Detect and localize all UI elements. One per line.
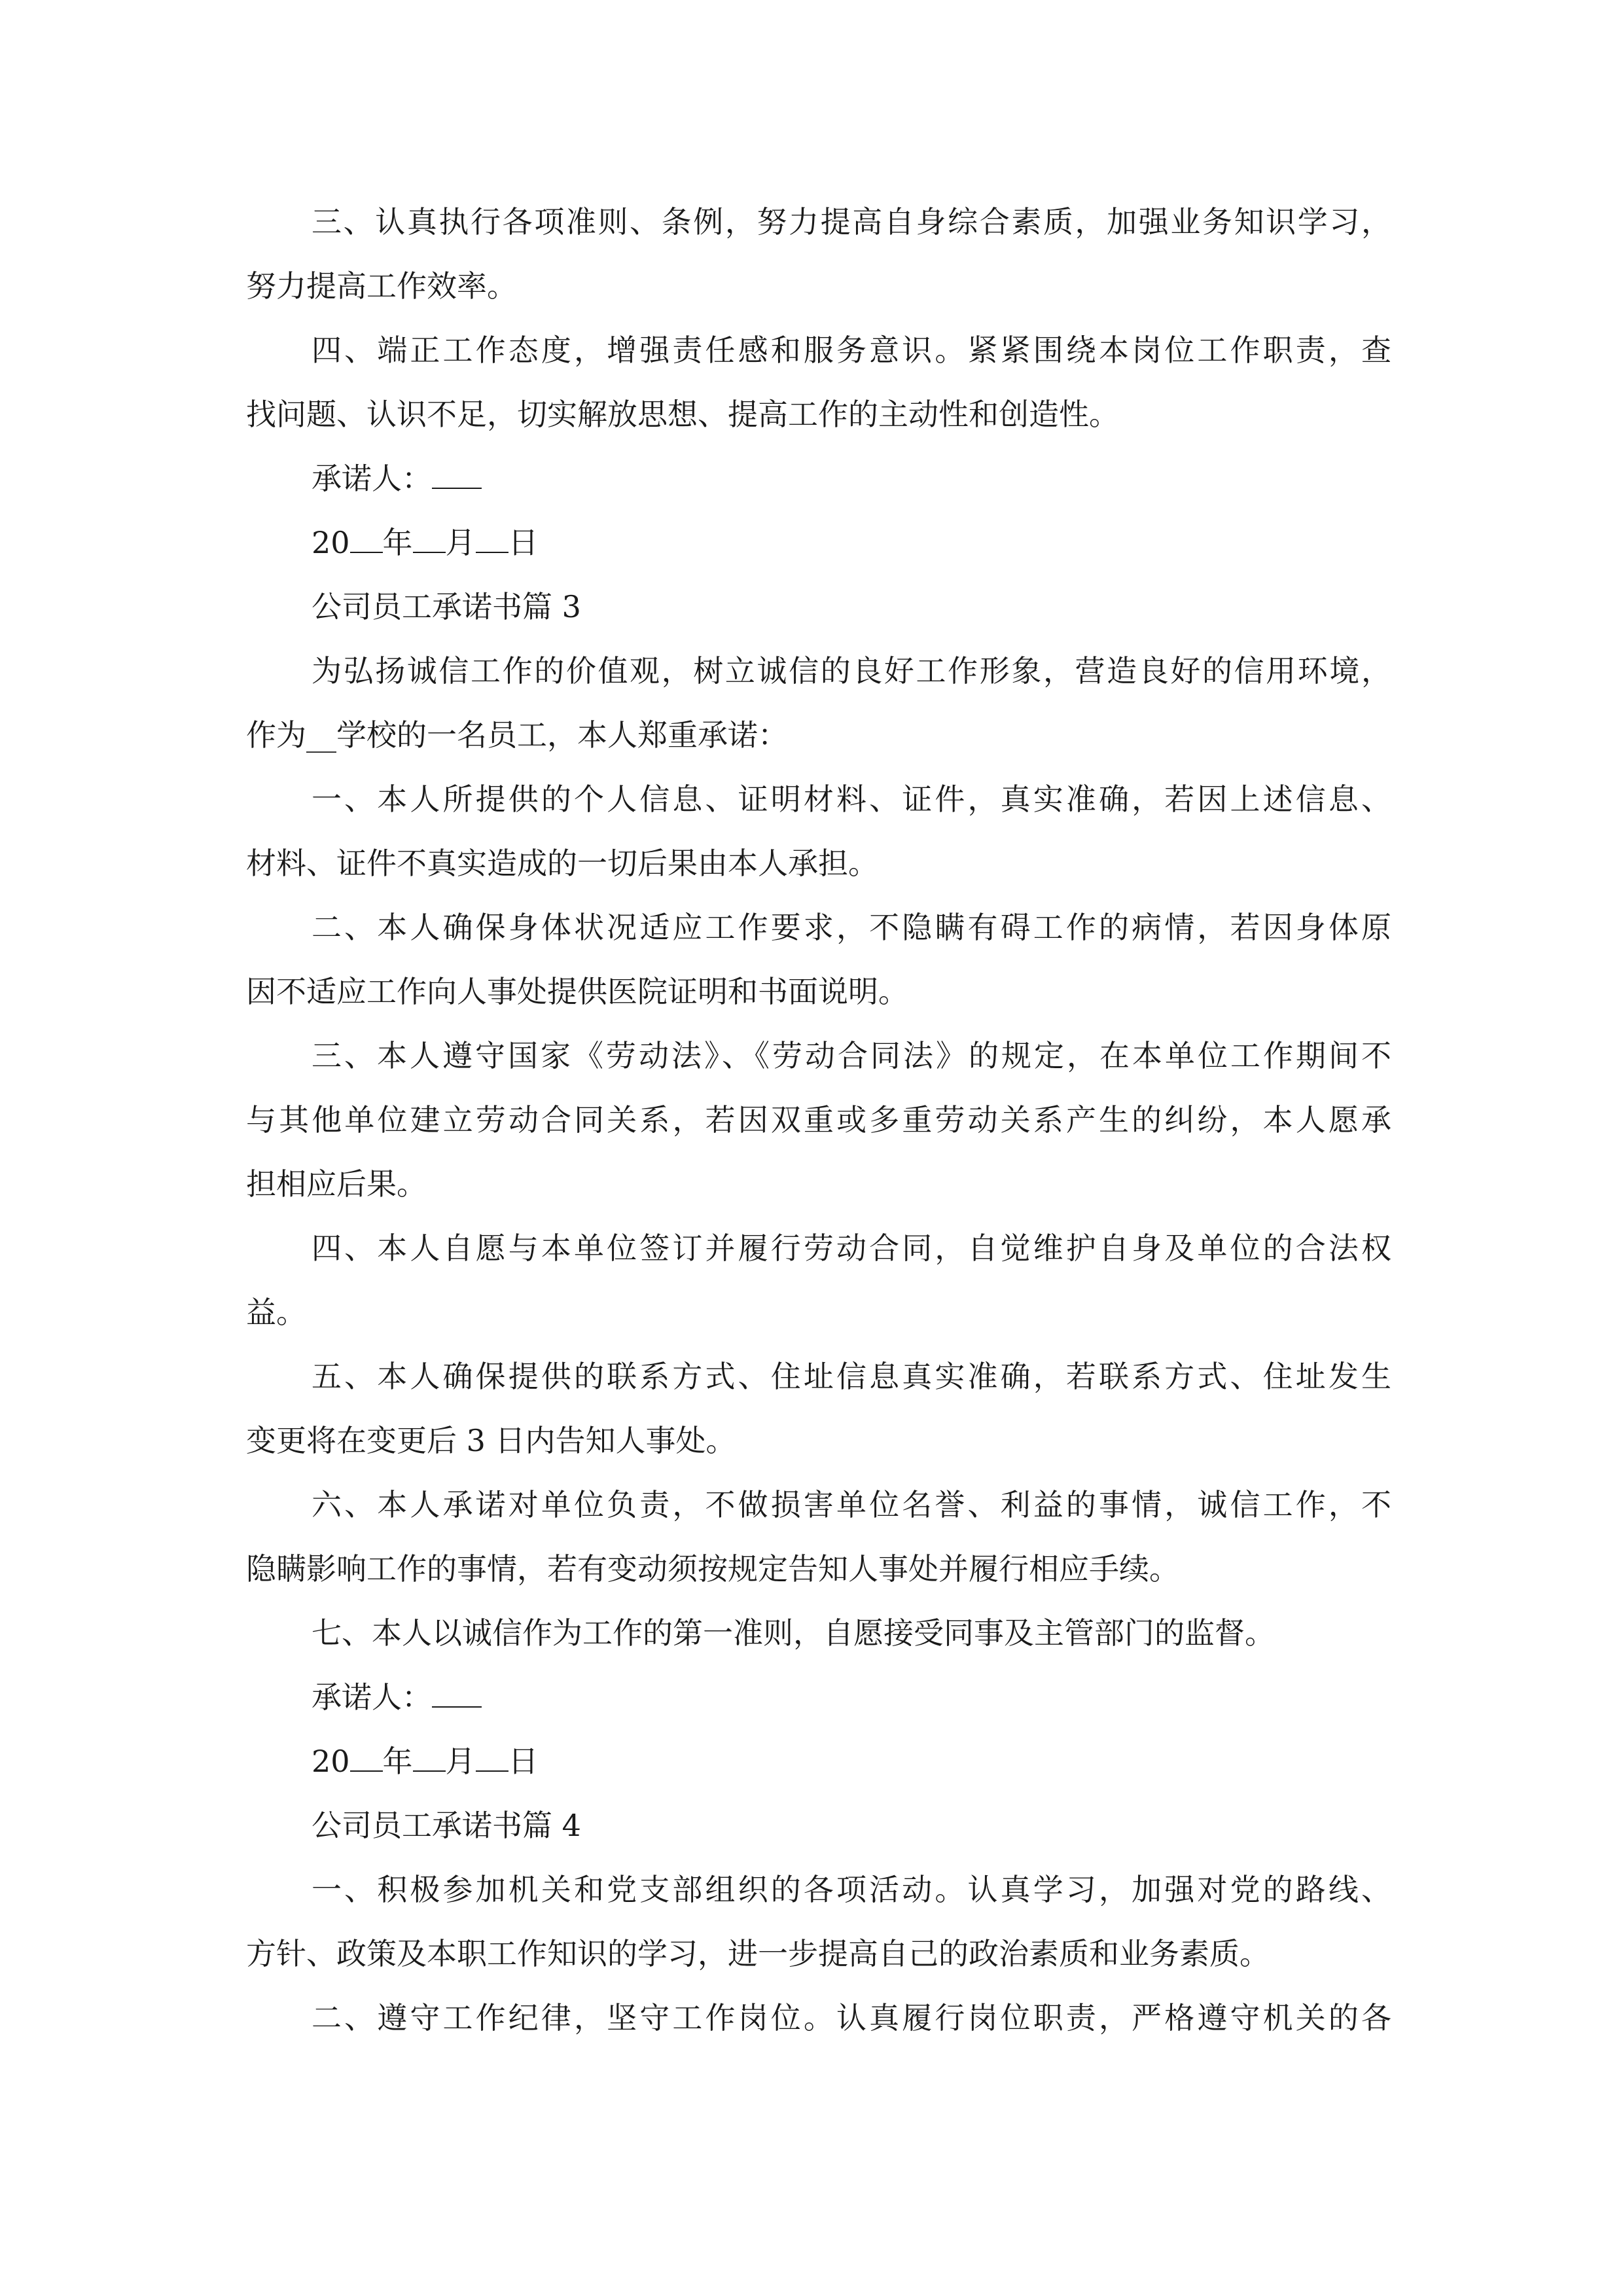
paragraph-line: 七、本人以诚信作为工作的第一准则，自愿接受同事及主管部门的监督。 [312, 1615, 1275, 1651]
date-month: 月 [445, 1744, 476, 1779]
date-year: 年 [382, 1744, 413, 1779]
signature-blank [432, 1676, 482, 1708]
date-prefix: 20 [312, 1744, 350, 1779]
date-day: 日 [508, 525, 539, 560]
paragraph-line: 隐瞒影响工作的事情，若有变动须按规定告知人事处并履行相应手续。 [246, 1551, 1179, 1587]
date-line [246, 1729, 1391, 1793]
paragraph-line: 作为__学校的一名员工，本人郑重承诺： [246, 717, 788, 753]
date-blank [350, 522, 383, 553]
date-blank [476, 1740, 508, 1772]
paragraph-line: 三、认真执行各项准则、条例，努力提高自身综合素质，加强业务知识学习， [312, 204, 1391, 240]
paragraph-line: 为弘扬诚信工作的价值观，树立诚信的良好工作形象，营造良好的信用环境， [312, 653, 1391, 689]
date-year: 年 [382, 525, 413, 560]
document-page [246, 190, 1391, 2050]
date-blank [476, 522, 508, 553]
paragraph-line: 二、遵守工作纪律，坚守工作岗位。认真履行岗位职责，严格遵守机关的各 [312, 2000, 1391, 2036]
paragraph-line: 材料、证件不真实造成的一切后果由本人承担。 [246, 846, 878, 881]
paragraph-line: 与其他单位建立劳动合同关系，若因双重或多重劳动关系产生的纠纷，本人愿承 [246, 1102, 1391, 1138]
paragraph-line: 四、端正工作态度，增强责任感和服务意识。紧紧围绕本岗位工作职责，查 [312, 332, 1391, 368]
date-day: 日 [508, 1744, 539, 1779]
date-blank [413, 522, 446, 553]
signature-blank [432, 457, 482, 489]
date-line [246, 511, 1391, 575]
paragraph-line: 三、本人遵守国家《劳动法》、《劳动合同法》的规定，在本单位工作期间不 [312, 1038, 1391, 1073]
paragraph-line: 一、积极参加机关和党支部组织的各项活动。认真学习，加强对党的路线、 [312, 1872, 1391, 1907]
paragraph-line: 一、本人所提供的个人信息、证明材料、证件，真实准确，若因上述信息、 [312, 781, 1391, 817]
date-prefix: 20 [312, 525, 350, 560]
signature-line [246, 446, 1391, 511]
article-title: 公司员工承诺书篇 3 [312, 589, 581, 624]
date-month: 月 [445, 525, 476, 560]
paragraph-line: 变更将在变更后 3 日内告知人事处。 [246, 1423, 736, 1458]
date-blank [413, 1740, 446, 1772]
paragraph-line: 益。 [246, 1295, 306, 1330]
paragraph-line: 五、本人确保提供的联系方式、住址信息真实准确，若联系方式、住址发生 [312, 1359, 1391, 1394]
paragraph-line: 四、本人自愿与本单位签订并履行劳动合同，自觉维护自身及单位的合法权 [312, 1230, 1391, 1266]
paragraph-line: 因不适应工作向人事处提供医院证明和书面说明。 [246, 974, 908, 1009]
signature-line [246, 1665, 1391, 1729]
signature-label: 承诺人： [312, 1679, 432, 1715]
article-title: 公司员工承诺书篇 4 [312, 1808, 581, 1843]
paragraph-line: 方针、政策及本职工作知识的学习，进一步提高自己的政治素质和业务素质。 [246, 1936, 1270, 1971]
paragraph-line: 努力提高工作效率。 [246, 268, 517, 304]
paragraph-line: 二、本人确保身体状况适应工作要求，不隐瞒有碍工作的病情，若因身体原 [312, 910, 1391, 945]
paragraph-line: 担相应后果。 [246, 1166, 427, 1202]
paragraph-line: 找问题、认识不足，切实解放思想、提高工作的主动性和创造性。 [246, 397, 1119, 432]
paragraph-line: 六、本人承诺对单位负责，不做损害单位名誉、利益的事情，诚信工作，不 [312, 1487, 1391, 1522]
date-blank [350, 1740, 383, 1772]
signature-label: 承诺人： [312, 461, 432, 496]
